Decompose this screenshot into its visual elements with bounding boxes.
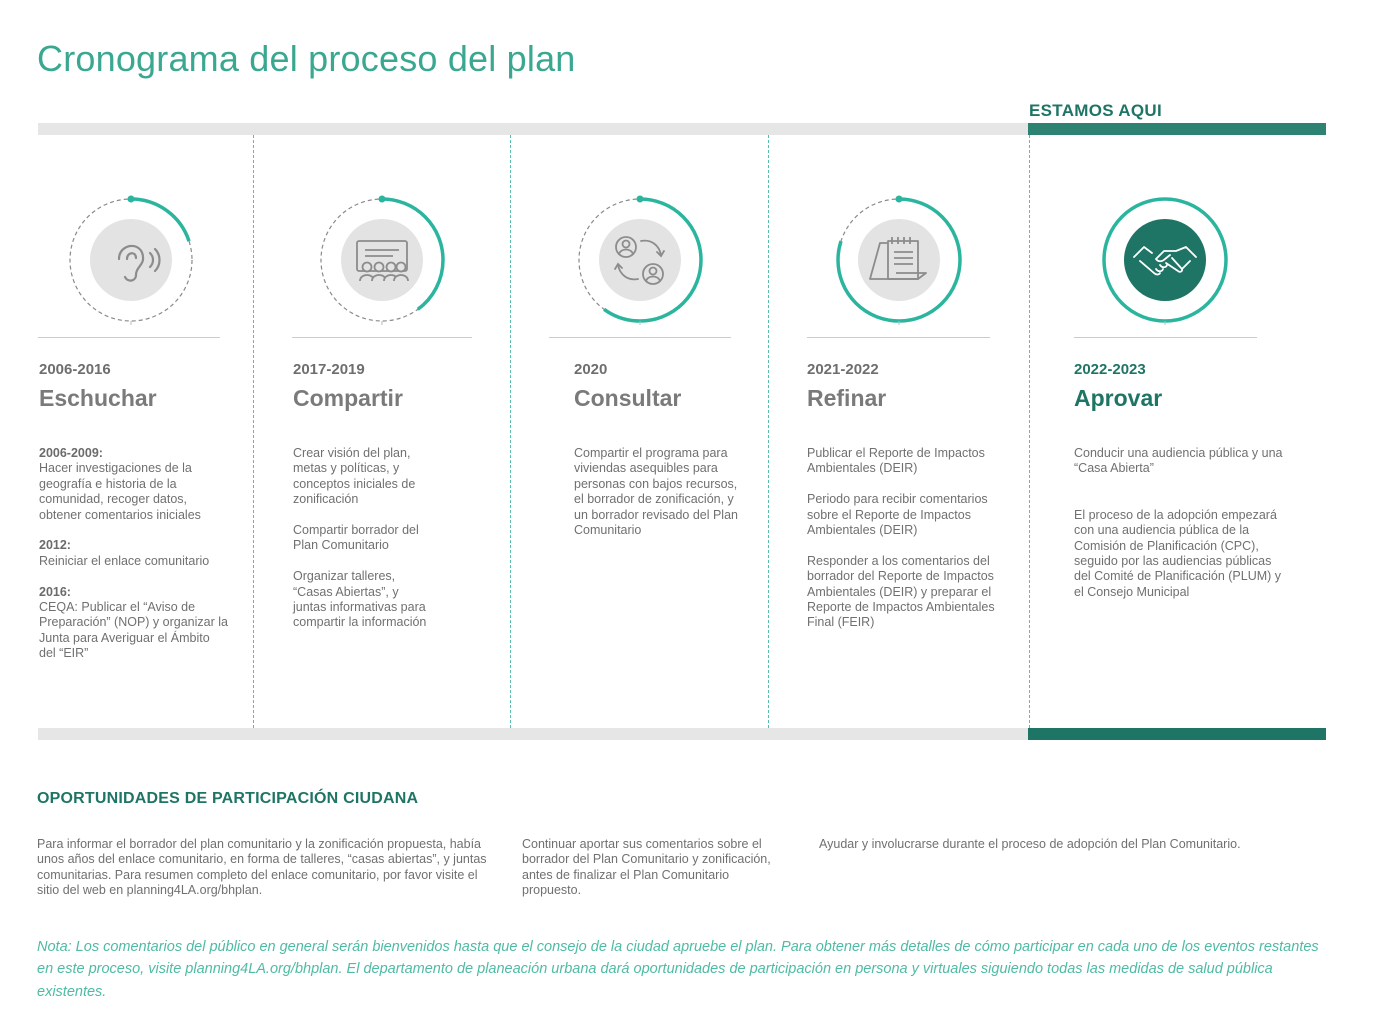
participation-text-2: Continuar aportar sus comentarios sobre el borrador del Plan Comunitario y zonificación, antes de finalizar el Plan Comunitario propuesto. [522,837,771,898]
desc-text: El proceso de la adopción empezará con una audiencia pública de la Comisión de Planificación (CPC), seguido por las audiencias públicas del Comité de Planificación (PLUM) y el Consejo Municipal [1074,507,1282,599]
participation-text-1: Para informar el borrador del plan comunitario y la zonificación propuesta, había unos años del enlace comunitario, en forma de talleres, “casas abiertas”, y juntas comunitarias. Para resumen completo del enlace comunitario, por favor visite el sitio del web en planning4LA.org/bhplan. [37,837,487,898]
phase-years: 2006-2016 [39,361,111,378]
desc-text: Compartir borrador del Plan Comunitario [293,523,419,553]
desc-text: Responder a los comentarios del borrador del Reporte de Impactos Ambientales (DEIR) y preparar el Reporte de Impactos Ambientales Final (FEIR) [807,553,995,630]
desc-date-label: 2016: [39,584,71,599]
timeline-bar-bottom [38,728,1028,740]
desc-text: CEQA: Publicar el “Aviso de Preparación” (NOP) y organizar la Junta para Averiguar el Ámbito del “EIR” [39,600,228,661]
desc-text: Compartir el programa para viviendas asequibles para personas con bajos recursos, el borrador de zonificación, y un borrador revisado del Plan Comunitario [574,446,738,538]
phase-years: 2020 [574,361,608,378]
progress-ring [834,195,964,325]
phase-name: Aprovar [1074,385,1163,411]
phase-description [39,446,229,677]
desc-text: Publicar el Reporte de Impactos Ambientales (DEIR) [807,446,985,476]
desc-text: Conducir una audiencia pública y una “Casa Abierta” [1074,446,1283,476]
phase-description [807,446,1007,646]
timeline-bar-bottom-current [1028,728,1326,740]
phase-divider [510,135,511,728]
desc-text: Reiniciar el enlace comunitario [39,553,210,568]
progress-ring [66,195,196,325]
desc-date-label: 2006-2009: [39,446,103,460]
phase-description [574,446,746,554]
phase-divider [253,135,254,728]
desc-text: Periodo para recibir comentarios sobre el Reporte de Impactos Ambientales (DEIR) [807,492,988,538]
phase-years: 2017-2019 [293,361,365,378]
timeline-bar-top-current [1028,123,1326,135]
desc-date-label: 2012: [39,538,71,553]
phase-divider [768,135,769,728]
phase-name: Refinar [807,385,887,411]
participation-title: OPORTUNIDADES DE PARTICIPACIÓN CIUDANA [37,790,419,807]
page-title: Cronograma del proceso del plan [37,38,576,79]
participation-text-3: Ayudar y involucrarse durante el proceso de adopción del Plan Comunitario. [819,837,1241,851]
progress-ring [575,195,705,325]
current-stage-label: ESTAMOS AQUI [1029,101,1162,120]
footnote: Nota: Los comentarios del público en general serán bienvenidos hasta que el consejo de la ciudad apruebe el plan. Para obtener más detalles de cómo participar en cada uno de los eventos restantes en este proceso, visite planning4LA.org/bhplan. El departamento de planeación urbana dará oportunidades de participación en persona y virtuales siguiendo todas las medidas de salud pública existentes. [37,939,1319,1000]
phase-description [1074,446,1289,616]
desc-text: Crear visión del plan, metas y políticas, y conceptos iniciales de zonificación [293,446,416,507]
desc-text: Organizar talleres, “Casas Abiertas”, y juntas informativas para compartir la información [293,569,427,630]
phase-name: Consultar [574,385,682,411]
progress-ring [1100,195,1230,325]
phase-years: 2022-2023 [1074,361,1146,378]
desc-text: Hacer investigaciones de la geografía e historia de la comunidad, recoger datos, obtener comentarios iniciales [39,461,201,522]
phase-years: 2021-2022 [807,361,879,378]
progress-ring [317,195,447,325]
phase-name: Compartir [293,385,403,411]
phase-description [293,446,433,646]
phase-name: Eschuchar [39,385,157,411]
timeline-bar-top [38,123,1028,135]
